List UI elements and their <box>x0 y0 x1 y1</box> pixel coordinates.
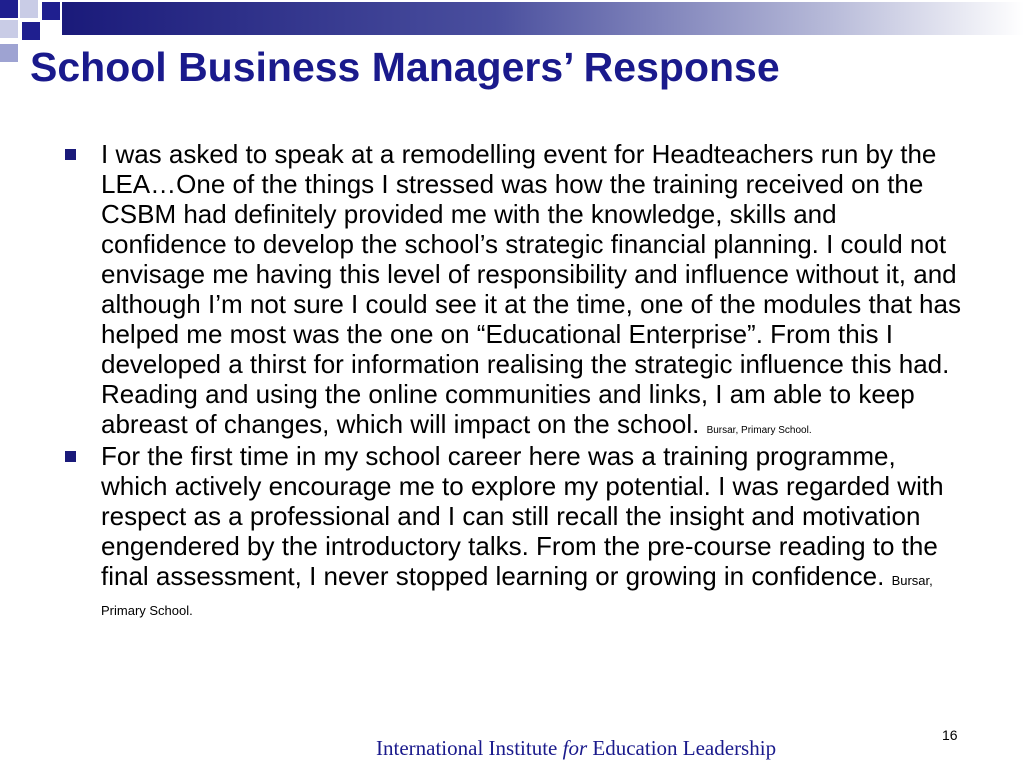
bullet-attribution: Bursar, Primary School. <box>706 425 812 436</box>
decorative-square <box>0 0 18 18</box>
footer-text <box>376 736 776 761</box>
bullet-item <box>62 441 962 621</box>
decorative-square <box>0 44 18 62</box>
decorative-square <box>42 2 60 20</box>
footer-text-start: International Institute <box>376 736 563 760</box>
bullet-list <box>62 139 962 623</box>
decorative-square <box>22 22 40 40</box>
decorative-square <box>20 0 38 18</box>
square-bullet-icon <box>65 451 76 462</box>
footer-text-italic: for <box>562 736 588 760</box>
bullet-text: I was asked to speak at a remodelling event for Headteachers run by the LEA…One of the things I stressed was how the training received on the CSBM had definitely provided me with the knowledge, skills and confidence to develop the school’s strategic financial planning. I could not envisage me having this level of responsibility and influence without it, and although I’m not sure I could see it at the time, one of the modules that has helped me most was the one on “Educational Enterprise”. From this I developed a thirst for information realising the strategic influence this had. Reading and using the online communities and links, I am able to keep abreast of changes, which will impact on the school. <box>101 139 961 439</box>
header-gradient-bar <box>62 2 1024 35</box>
slide-title: School Business Managers’ Response <box>30 44 780 90</box>
bullet-attribution: Bursar, Primary School. <box>101 573 933 618</box>
page-number: 16 <box>942 727 958 743</box>
bullet-text: For the first time in my school career here was a training programme, which actively encourage me to explore my potential. I was regarded with respect as a professional and I can still recall the insight and motivation engendered by the introductory talks. From the pre-course reading to the final assessment, I never stopped learning or growing in confidence. <box>101 441 944 591</box>
bullet-item <box>62 139 962 439</box>
decorative-square <box>0 20 18 38</box>
footer-text-end: Education Leadership <box>587 736 777 760</box>
square-bullet-icon <box>65 149 76 160</box>
